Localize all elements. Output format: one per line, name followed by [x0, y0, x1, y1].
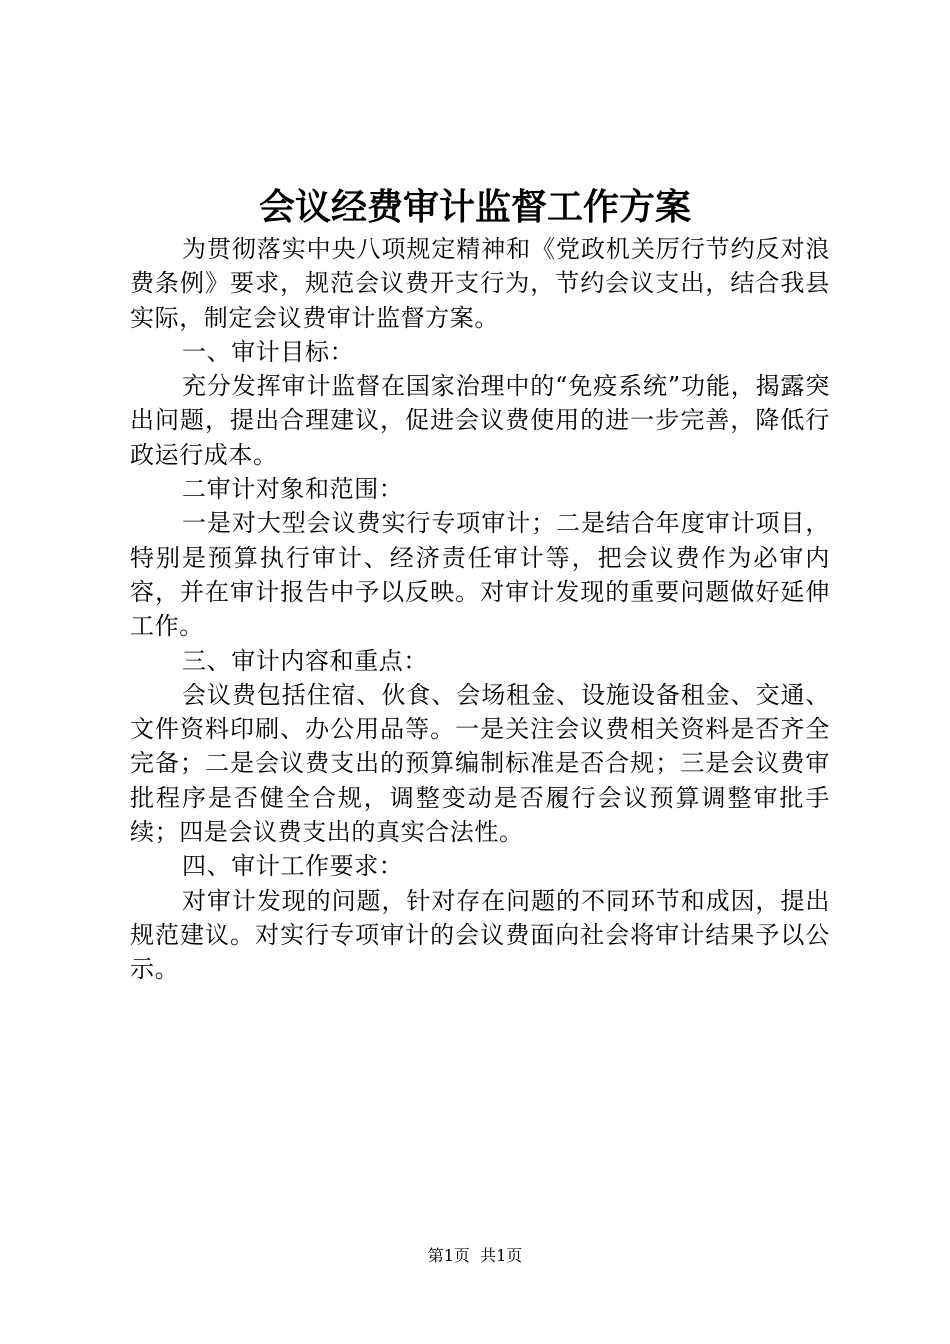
scope-paragraph: 一是对大型会议费实行专项审计；二是结合年度审计项目，特别是预算执行审计、经济责任审计等，把会议费作为必审内容，并在审计报告中予以反映。对审计发现的重要问题做好延伸工作。 — [130, 509, 830, 641]
intro-paragraph: 为贯彻落实中央八项规定精神和《党政机关厉行节约反对浪费条例》要求，规范会议费开支行为，节约会议支出，结合我县实际，制定会议费审计监督方案。 — [130, 235, 830, 332]
content-paragraph: 会议费包括住宿、伙食、会场租金、设施设备租金、交通、文件资料印刷、办公用品等。一是关注会议费相关资料是否齐全完备；二是会议费支出的预算编制标准是否合规；三是会议费审批程序是否健全合规，调整变动是否履行会议预算调整审批手续；四是会议费支出的真实合法性。 — [130, 680, 830, 847]
section-heading-requirements: 四、审计工作要求： — [182, 852, 404, 881]
page-total: 共1页 — [480, 1246, 523, 1265]
document-body — [130, 232, 830, 987]
page-footer — [0, 1244, 950, 1268]
section-heading-objective: 一、审计目标： — [182, 337, 355, 366]
section-heading-scope: 二审计对象和范围： — [182, 475, 404, 504]
section-heading-content: 三、审计内容和重点： — [182, 646, 428, 675]
requirements-paragraph: 对审计发现的问题，针对存在问题的不同环节和成因，提出规范建议。对实行专项审计的会议费面向社会将审计结果予以公示。 — [130, 886, 830, 984]
document-title: 会议经费审计监督工作方案 — [258, 187, 691, 228]
page-number: 第1页 — [427, 1246, 470, 1265]
objective-paragraph: 充分发挥审计监督在国家治理中的“免疫系统”功能，揭露突出问题，提出合理建议，促进会议费使用的进一步完善，降低行政运行成本。 — [130, 372, 830, 469]
